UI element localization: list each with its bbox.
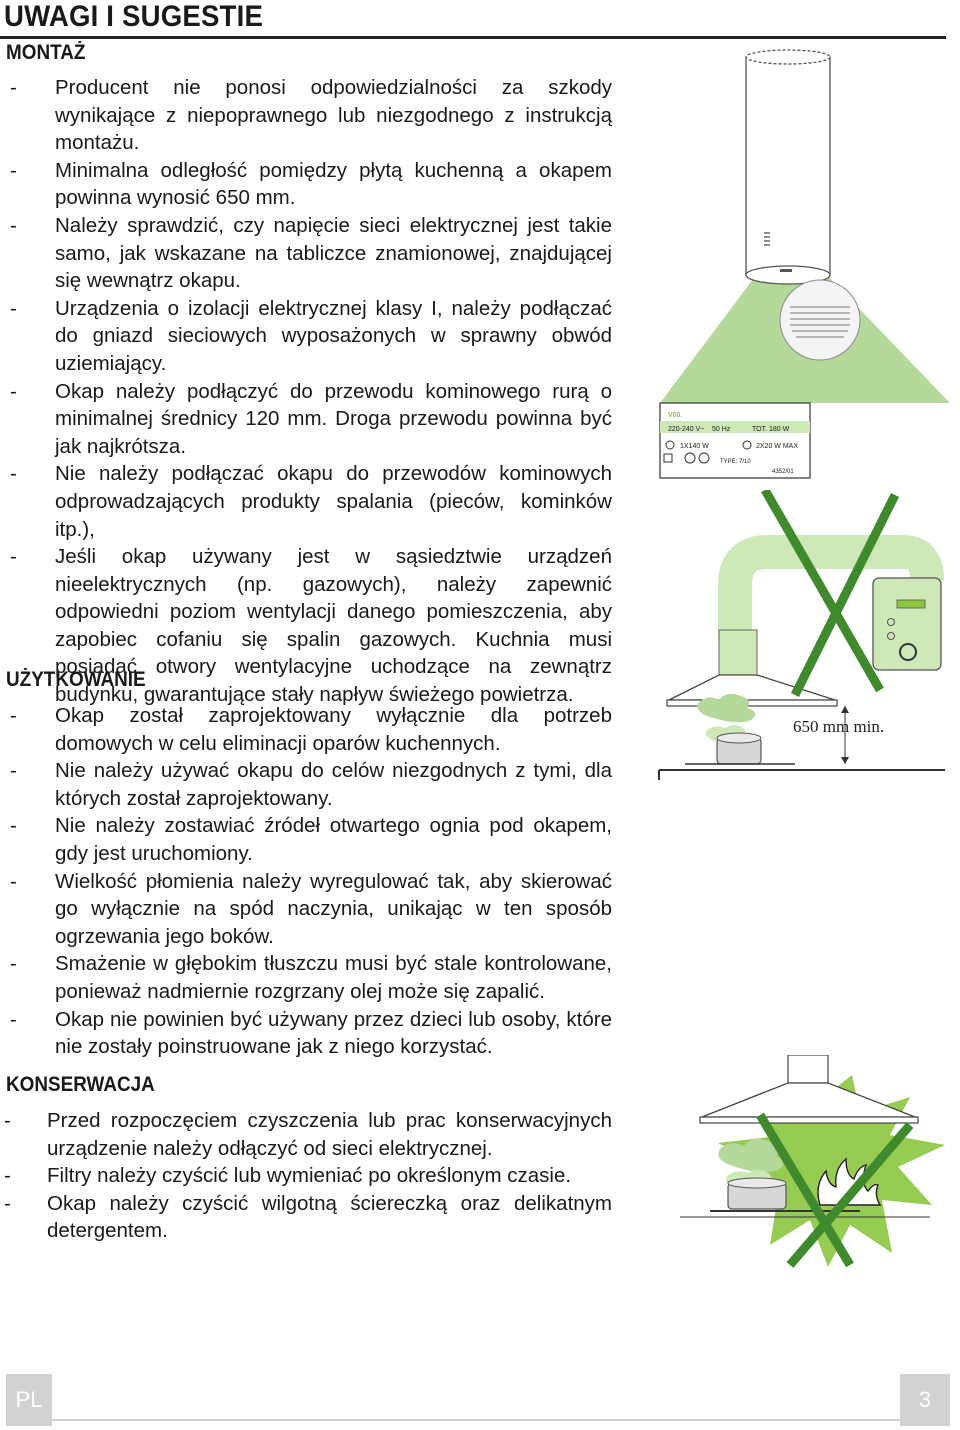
list-item: - Okap został zaprojektowany wyłącznie dla potrzeb domowych w celu eliminacji oparów kuchennych.	[10, 704, 612, 755]
svg-text:4352/01: 4352/01	[772, 469, 794, 475]
gas-boiler-diagram	[655, 490, 950, 785]
list-item: - Nie należy zostawiać źródeł otwartego ognia pod okapem, gdy jest uruchomiony.	[10, 814, 612, 865]
heading-konserwacja: KONSERWACJA	[6, 1073, 155, 1096]
list-item: - Przed rozpoczęciem czyszczenia lub prac konserwacyjnych urządzenie należy odłączyć od sieci elektrycznej.	[4, 1109, 612, 1160]
list-item: - Nie należy podłączać okapu do przewodów kominowych odprowadzających produkty spalania (pieców, kominków itp.),	[10, 462, 612, 541]
heading-montaz: MONTAŻ	[6, 41, 86, 64]
footer-language: PL	[6, 1374, 52, 1426]
heading-uzytkowanie: UŻYTKOWANIE	[6, 668, 146, 691]
svg-text:TOT. 180 W: TOT. 180 W	[752, 426, 790, 433]
svg-text:50 Hz: 50 Hz	[712, 426, 731, 433]
distance-label: 650 mm min.	[793, 717, 885, 736]
list-konserwacja	[0, 1107, 612, 1245]
list-item: - Okap nie powinien być używany przez dzieci lub osoby, które nie zostały poinstruowane jak z niego korzystać.	[10, 1007, 612, 1059]
list-item: - Urządzenia o izolacji elektrycznej klasy I, należy podłączać do gniazd sieciowych wyposażonych w sprawny obwód uziemiający.	[10, 296, 612, 375]
svg-text:V00.: V00.	[668, 412, 683, 419]
list-item: - Jeśli okap używany jest w sąsiedztwie urządzeń nieelektrycznych (np. gazowych), należy zapewnić odpowiedni poziom wentylacji danego pomieszczenia, aby zapobiec cofaniu się spalin gazowych. Kuchnia musi posiadać otwory wentylacyjne uchodzące na zewnątrz budynku, gwarantujące stały napływ świeżego powietrza.	[10, 545, 612, 707]
svg-text:220-240 V~: 220-240 V~	[668, 426, 705, 433]
list-item: - Okap należy podłączyć do przewodu kominowego rurą o minimalnej średnicy 120 mm. Droga przewodu powinna być jak najkrótsza.	[10, 379, 612, 458]
svg-text:TYPE: 7/10: TYPE: 7/10	[720, 459, 751, 465]
list-item: - Producent nie ponosi odpowiedzialności za szkody wynikające z niepoprawnego lub niezgodnego z instrukcją montażu.	[10, 76, 612, 155]
list-item: - Nie należy używać okapu do celów niezgodnych z tymi, dla których został zaprojektowany.	[10, 759, 612, 810]
list-montaz	[0, 74, 612, 709]
svg-text:1X140 W: 1X140 W	[680, 443, 709, 450]
svg-text:2X20 W MAX: 2X20 W MAX	[756, 443, 799, 450]
page-number: 3	[900, 1374, 950, 1426]
flame-under-hood-diagram	[670, 1055, 950, 1270]
footer-rule	[52, 1419, 900, 1421]
hood-diagram	[650, 45, 950, 485]
list-item: - Okap należy czyścić wilgotną ściereczką oraz delikatnym detergentem.	[4, 1191, 612, 1243]
list-item: - Smażenie w głębokim tłuszczu musi być stale kontrolowane, ponieważ nadmiernie rozgrzany olej może się zapalić.	[10, 952, 612, 1003]
list-item: - Wielkość płomienia należy wyregulować tak, aby skierować go wyłącznie na spód naczynia, unikając w ten sposób ogrzewania jego boków.	[10, 869, 612, 948]
list-item: - Należy sprawdzić, czy napięcie sieci elektrycznej jest takie samo, jak wskazane na tabliczce znamionowej, znajdującej się wewnątrz okapu.	[10, 213, 612, 293]
page-title: UWAGI I SUGESTIE	[4, 0, 264, 33]
list-item: - Filtry należy czyścić lub wymieniać po określonym czasie.	[4, 1164, 572, 1188]
title-rule	[0, 36, 946, 39]
list-uzytkowanie	[0, 702, 612, 1061]
list-item: - Minimalna odległość pomiędzy płytą kuchenną a okapem powinna wynosić 650 mm.	[10, 158, 612, 210]
rating-plate	[660, 403, 810, 478]
